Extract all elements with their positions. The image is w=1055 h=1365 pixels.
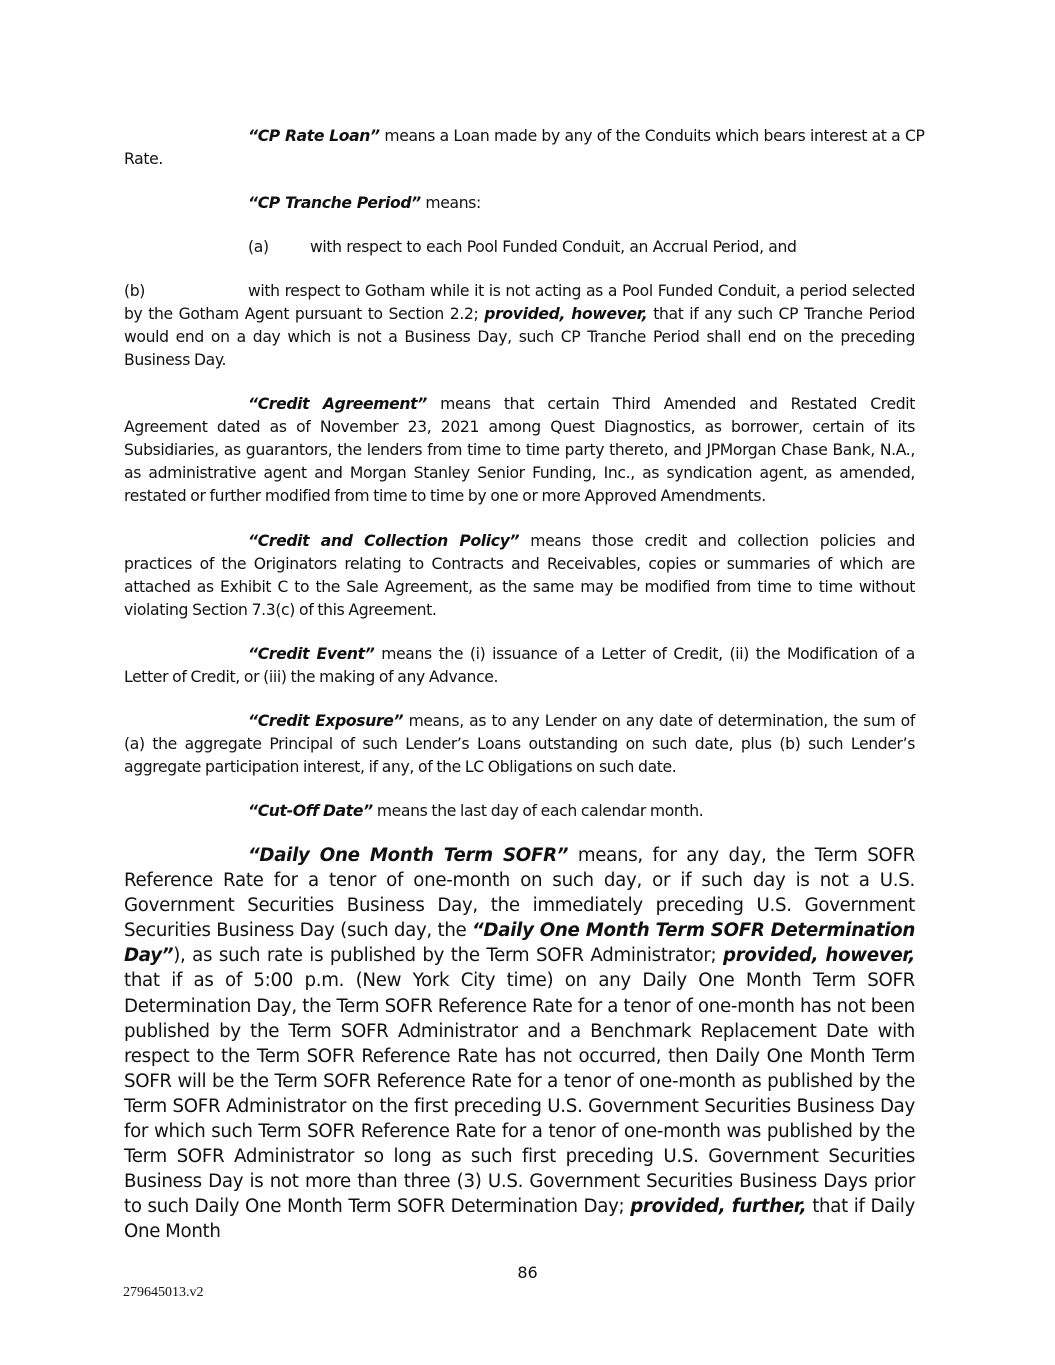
defined-term: “Cut-Off Date”	[248, 802, 373, 820]
definition-text-3: that if as of 5:00 p.m. (New York City time) on any Daily One Month Term SOFR Determination Day, the Term SOFR Reference Rate for a tenor of one-month has not been published by the Term SOFR Administrator and a Benchmark Replacement Date with respect to the Term SOFR Reference Rate has not occurred, then Daily One Month Term SOFR will be the Term SOFR Reference Rate for a tenor of one-month as published by the Term SOFR Administrator on the first preceding U.S. Government Securities Business Day for which such Term SOFR Reference Rate for a tenor of one-month was published by the Term SOFR Administrator so long as such first preceding U.S. Government Securities Business Day is not more than three (3) U.S. Government Securities Business Days prior to such Daily One Month Term SOFR Determination Day;	[124, 970, 915, 1218]
definition-credit-collection-policy	[124, 530, 915, 622]
defined-term: “Daily One Month Term SOFR”	[248, 845, 569, 866]
defined-term-determination-day: “Daily One Month Term SOFR Determination Day”	[124, 920, 915, 967]
defined-term: “Credit Agreement”	[248, 395, 427, 413]
proviso-further: provided, further,	[630, 1196, 807, 1218]
clause-b-label: (b)	[124, 282, 146, 300]
definition-credit-event	[124, 643, 915, 689]
defined-term: “CP Rate Loan”	[248, 127, 380, 145]
definition-text-4: that if Daily One Month	[124, 1196, 915, 1243]
definition-text: means that certain Third Amended and Restated Credit Agreement dated as of November 23, 2021 among Quest Diagnostics, as borrower, certain of its Subsidiaries, as guarantors, the lenders from time to time party thereto, and JPMorgan Chase Bank, N.A., as administrative agent and Morgan Stanley Senior Funding, Inc., as syndication agent, as amended, restated or further modified from time to time by one or more Approved Amendments.	[124, 395, 915, 505]
clause-b-bold: provided, however,	[484, 305, 648, 323]
definition-text: means the (i) issuance of a Letter of Credit, (ii) the Modification of a Letter of Credit, or (iii) the making of any Advance.	[124, 645, 915, 686]
defined-term: “CP Tranche Period”	[248, 194, 421, 212]
definition-text: means, for any day, the Term SOFR Reference Rate for a tenor of one-month on such day, or if such day is not a U.S. Government Securities Business Day, the immediately preceding U.S. Government Securities Business Day (such day, the	[124, 845, 915, 942]
definition-credit-agreement	[124, 393, 915, 508]
definition-text: means those credit and collection policies and practices of the Originators relating to Contracts and Receivables, copies or summaries of which are attached as Exhibit C to the Sale Agreement, as the same may be modified from time to time without violating Section 7.3(c) of this Agreement.	[124, 532, 915, 619]
defined-term: “Credit Exposure”	[248, 712, 404, 730]
proviso-however: provided, however,	[723, 945, 916, 967]
definition-cut-off-date	[124, 800, 915, 823]
definition-text: means, as to any Lender on any date of determination, the sum of (a) the aggregate Principal of such Lender’s Loans outstanding on such date, plus (b) such Lender’s aggregate participation interest, if any, of the LC Obligations on such date.	[124, 712, 916, 776]
page-number: 86	[517, 1263, 538, 1282]
definition-text: means a Loan made by any of the Conduits which bears interest at a CP	[379, 127, 925, 145]
definition-cp-rate-loan	[248, 125, 925, 148]
clause-a-text: with respect to each Pool Funded Conduit, an Accrual Period, and	[310, 238, 797, 256]
definition-cp-tranche-period	[248, 192, 481, 215]
clause-b-text: with respect to Gotham while it is not acting as a Pool Funded Conduit, a period selected by the Gotham Agent pursuant to Section 2.2;	[124, 282, 915, 323]
document-id: 279645013.v2	[123, 1285, 204, 1300]
definition-text: means:	[420, 194, 481, 212]
definition-daily-one-month-term-sofr	[124, 843, 915, 1245]
definition-text-2: ), as such rate is published by the Term SOFR Administrator;	[173, 945, 724, 967]
clause-b	[124, 280, 915, 372]
clause-b-text-2: that if any such CP Tranche Period would end on a day which is not a Business Day, such CP Tranche Period shall end on the preceding Business Day.	[124, 305, 915, 369]
definition-text: means the last day of each calendar month.	[372, 802, 704, 820]
definition-credit-exposure	[124, 710, 915, 779]
clause-a-label: (a)	[248, 238, 269, 256]
defined-term: “Credit Event”	[248, 645, 375, 663]
defined-term: “Credit and Collection Policy”	[248, 532, 520, 550]
definition-cp-rate-loan-continued: Rate.	[124, 150, 163, 168]
